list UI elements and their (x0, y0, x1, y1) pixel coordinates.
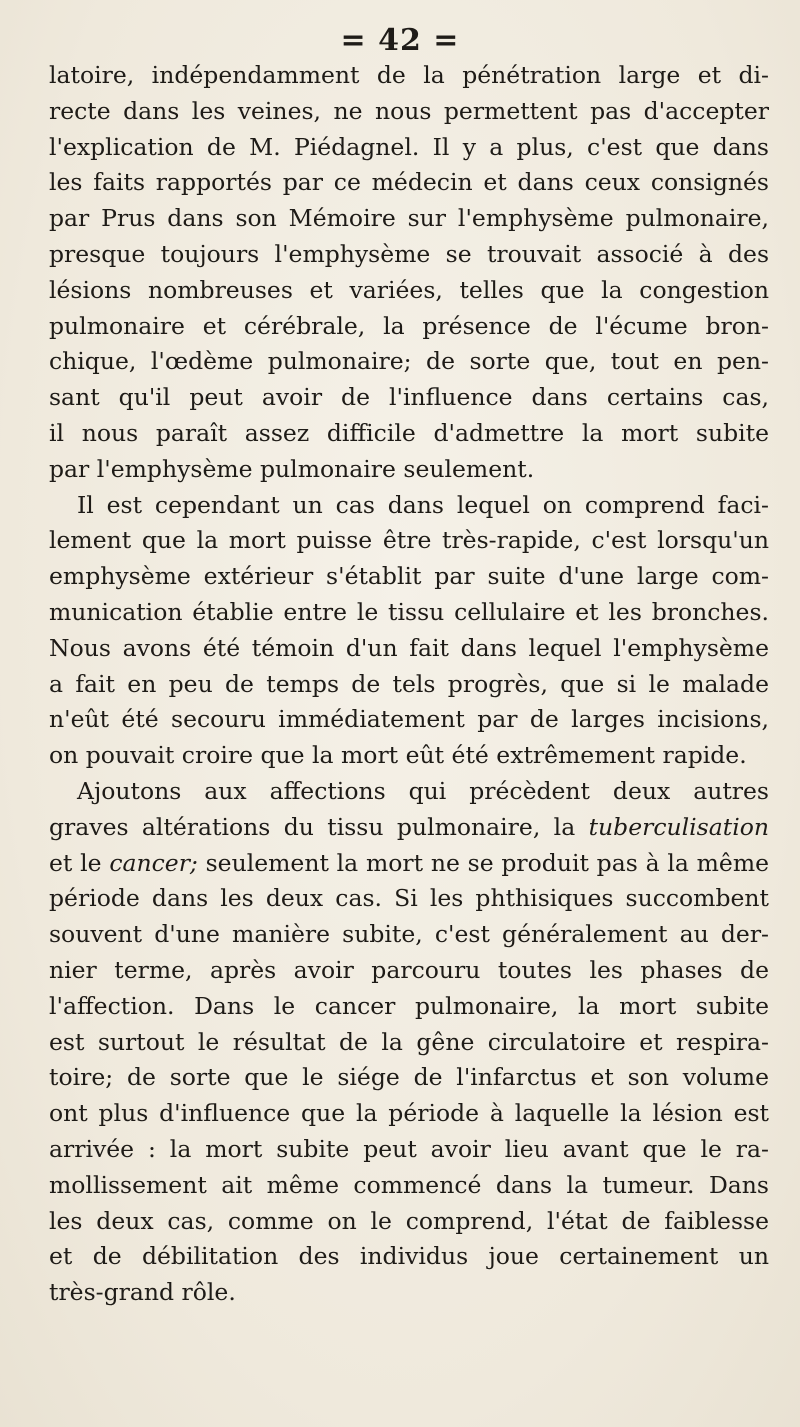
text-line: mollissement ait même commencé dans la tumeur. Dans (49, 1170, 769, 1199)
text-segment: et le (49, 848, 110, 877)
text-line: par Prus dans son Mémoire sur l'emphysème pulmonaire, (49, 204, 769, 233)
text-line: emphysème extérieur s'établit par suite d'une large com- (49, 562, 769, 591)
text-line: on pouvait croire que la mort eût été extrêmement rapide. (49, 741, 747, 770)
text-line: lésions nombreuses et variées, telles que la congestion (49, 275, 769, 304)
text-line: les faits rapportés par ce médecin et dans ceux consignés (49, 168, 769, 197)
text-line (49, 846, 769, 882)
text-line: presque toujours l'emphysème se trouvait associé à des (49, 239, 769, 268)
text-line: souvent d'une manière subite, c'est généralement au der- (49, 920, 769, 949)
text-line: les deux cas, comme on le comprend, l'état de faiblesse (49, 1206, 769, 1235)
text-line: période dans les deux cas. Si les phthisiques succombent (49, 884, 769, 913)
italic-term: tuberculisation (588, 812, 769, 841)
text-line: très-grand rôle. (49, 1278, 236, 1307)
text-line (49, 810, 769, 846)
text-line: a fait en peu de temps de tels progrès, que si le malade (49, 669, 769, 698)
text-line: est surtout le résultat de la gêne circulatoire et respira- (49, 1027, 769, 1056)
text-line: il nous paraît assez difficile d'admettre la mort subite (49, 418, 769, 447)
text-line: toire; de sorte que le siége de l'infarctus et son volume (49, 1063, 769, 1092)
page-number: = 42 = (340, 23, 460, 58)
text-line: sant qu'il peut avoir de l'influence dans certains cas, (49, 383, 769, 412)
text-line: recte dans les veines, ne nous permettent pas d'accepter (49, 96, 769, 125)
text-segment: graves altérations du tissu pulmonaire, la (49, 812, 589, 841)
text-line: par l'emphysème pulmonaire seulement. (49, 454, 535, 483)
text-line: l'explication de M. Piédagnel. Il y a plus, c'est que dans (49, 132, 769, 161)
text-segment: seulement la mort ne se produit pas à la même (197, 848, 770, 877)
text-line: ont plus d'influence que la période à laquelle la lésion est (49, 1099, 769, 1128)
body-text (49, 58, 769, 1311)
text-line: l'affection. Dans le cancer pulmonaire, la mort subite (49, 991, 769, 1020)
text-line: Il est cependant un cas dans lequel on comprend faci- (77, 490, 769, 519)
text-line: Nous avons été témoin d'un fait dans lequel l'emphysème (49, 633, 769, 662)
text-line: n'eût été secouru immédiatement par de larges incisions, (49, 705, 769, 734)
text-line: arrivée : la mort subite peut avoir lieu avant que le ra- (49, 1134, 769, 1163)
text-line: latoire, indépendamment de la pénétration large et di- (49, 61, 769, 89)
text-line: Ajoutons aux affections qui précèdent deux autres (77, 776, 769, 805)
italic-term: cancer; (109, 848, 198, 877)
text-line: chique, l'œdème pulmonaire; de sorte que, tout en pen- (49, 347, 769, 376)
text-line: munication établie entre le tissu cellulaire et les bronches. (49, 597, 769, 626)
text-line: pulmonaire et cérébrale, la présence de l'écume bron- (49, 311, 769, 340)
text-line: nier terme, après avoir parcouru toutes les phases de (49, 955, 769, 984)
text-line: lement que la mort puisse être très-rapide, c'est lorsqu'un (49, 526, 769, 555)
text-line: et de débilitation des individus joue certainement un (49, 1242, 769, 1271)
